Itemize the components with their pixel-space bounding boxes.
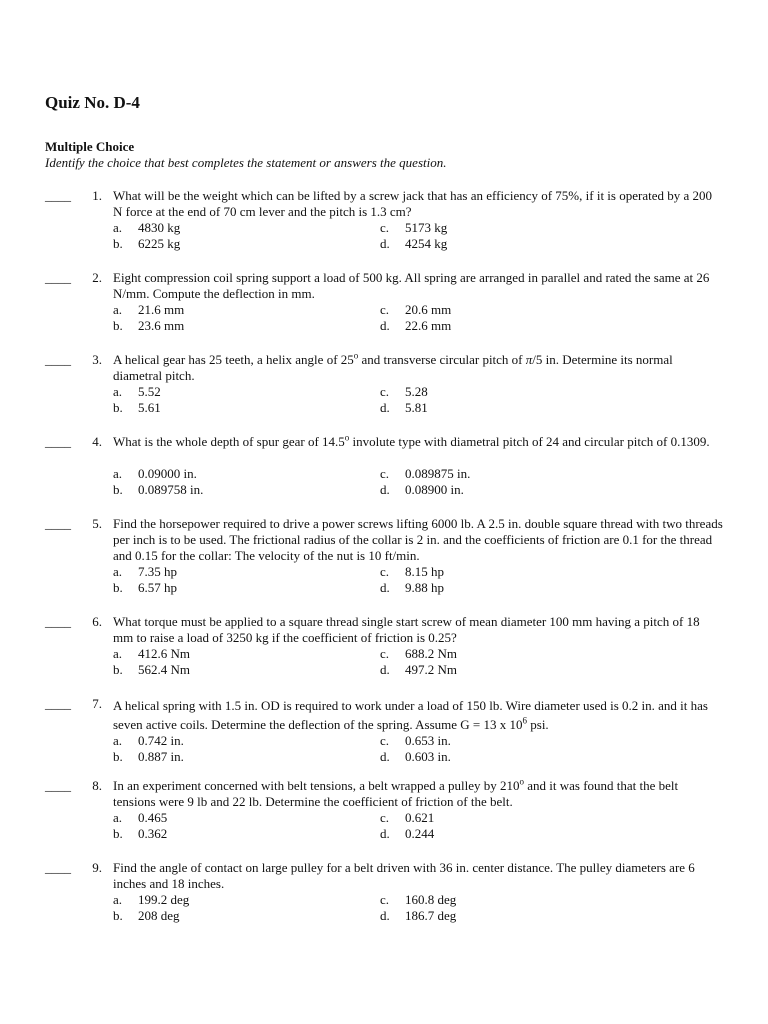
question-number: 9. [92,860,102,875]
choice-c[interactable]: c. 0.653 in. [380,733,451,748]
question-stem: A helical spring with 1.5 in. OD is required to work under a load of 150 lb. Wire diameter used is 0.2 in. and it has seven active coils. Determine the deflection of the spring. Assume G = 13 x $10^6$ psi. [113,698,708,732]
question-stem: What is the whole depth of spur gear of 14.5$^o$ involute type with diametral pitch of 24 and circular pitch of 0.1309. [113,432,710,449]
question-number: 8. [92,778,102,793]
answer-blank[interactable]: ____ [45,434,71,449]
answer-blank[interactable]: ____ [45,270,71,285]
choice-a[interactable]: a. 412.6 Nm [113,646,190,661]
section-heading: Multiple Choice [45,139,135,154]
question-stem: Find the angle of contact on large pulley for a belt driven with 36 in. center distance. The pulley diameters are 6 inches and 18 inches. [113,860,695,891]
question-9 [0,860,768,942]
choice-d[interactable]: d. 9.88 hp [380,580,444,595]
answer-blank[interactable]: ____ [45,778,71,793]
choice-a[interactable]: a. 199.2 deg [113,892,190,907]
question-stem: A helical gear has 25 teeth, a helix angle of 25$^o$ and transverse circular pitch of π/5 in. Determine its normal diametral pitch. [113,350,673,383]
choice-b[interactable]: b. 23.6 mm [113,318,185,333]
choice-a[interactable]: a. 0.742 in. [113,733,184,748]
question-stem: What torque must be applied to a square thread single start screw of mean diameter 100 mm having a pitch of 18 mm to raise a load of 3250 kg if the coefficient of friction is 0.25? [113,614,700,645]
choice-b[interactable]: b. 6.57 hp [113,580,177,595]
question-number: 5. [92,516,102,531]
choice-b[interactable]: b. 208 deg [113,908,180,923]
choice-c[interactable]: c. 5.28 [380,384,428,399]
choice-b[interactable]: b. 5.61 [113,400,161,415]
choice-c[interactable]: c. 0.621 [380,810,435,825]
choice-d[interactable]: d. 4254 kg [380,236,448,251]
choice-c[interactable]: c. 20.6 mm [380,302,452,317]
question-6 [0,614,768,696]
question-3 [0,352,768,434]
answer-blank[interactable]: ____ [45,614,71,629]
choice-d[interactable]: d. 22.6 mm [380,318,452,333]
choice-c[interactable]: c. 160.8 deg [380,892,457,907]
question-4 [0,434,768,516]
choice-b[interactable]: b. 562.4 Nm [113,662,190,677]
question-number: 7. [92,696,102,711]
choice-a[interactable]: a. 7.35 hp [113,564,177,579]
choice-d[interactable]: d. 0.244 [380,826,435,841]
choice-b[interactable]: b. 0.362 [113,826,168,841]
question-stem: Eight compression coil spring support a load of 500 kg. All spring are arranged in parallel and rated the same at 26 N/mm. Compute the deflection in mm. [113,270,710,301]
answer-blank[interactable]: ____ [45,696,71,711]
question-2 [0,270,768,352]
choice-c[interactable]: c. 5173 kg [380,220,448,235]
question-number: 3. [92,352,102,367]
choice-a[interactable]: a. 0.465 [113,810,168,825]
question-number: 6. [92,614,102,629]
choice-d[interactable]: d. 186.7 deg [380,908,457,923]
choice-c[interactable]: c. 0.089875 in. [380,466,471,481]
choice-a[interactable]: a. 4830 kg [113,220,181,235]
question-number: 4. [92,434,102,449]
question-stem: Find the horsepower required to drive a power screws lifting 6000 lb. A 2.5 in. double square thread with two threads per inch is to be used. The frictional radius of the collar is 2 in. and the coefficients of friction are 0.1 for the thread and 0.15 for the collar: The velocity of the nut is 10 ft/min. [113,516,723,563]
answer-blank[interactable]: ____ [45,860,71,875]
question-list [0,188,768,942]
question-5 [0,516,768,614]
question-8 [0,778,768,860]
choice-c[interactable]: c. 688.2 Nm [380,646,457,661]
choice-b[interactable]: b. 0.089758 in. [113,482,204,497]
answer-blank[interactable]: ____ [45,516,71,531]
question-stem: In an experiment concerned with belt tensions, a belt wrapped a pulley by 210$^o$ and it was found that the belt tensions were 9 lb and 22 lb. Determine the coefficient of friction of the belt. [113,776,679,809]
question-1 [0,188,768,270]
choice-d[interactable]: d. 0.603 in. [380,749,451,764]
choice-a[interactable]: a. 21.6 mm [113,302,185,317]
question-stem: What will be the weight which can be lifted by a screw jack that has an efficiency of 75%, if it is operated by a 200 N force at the end of 70 cm lever and the pitch is 1.3 cm? [113,188,712,219]
choice-d[interactable]: d. 497.2 Nm [380,662,457,677]
question-number: 2. [92,270,102,285]
choice-d[interactable]: d. 5.81 [380,400,428,415]
choice-a[interactable]: a. 5.52 [113,384,161,399]
answer-blank[interactable]: ____ [45,188,71,203]
answer-blank[interactable]: ____ [45,352,71,367]
choice-c[interactable]: c. 8.15 hp [380,564,444,579]
choice-a[interactable]: a. 0.09000 in. [113,466,197,481]
question-number: 1. [92,188,102,203]
choice-d[interactable]: d. 0.08900 in. [380,482,464,497]
page-title: Quiz No. D-4 [45,93,140,112]
choice-b[interactable]: b. 0.887 in. [113,749,184,764]
choice-b[interactable]: b. 6225 kg [113,236,181,251]
question-7 [0,696,768,778]
instructions: Identify the choice that best completes the statement or answers the question. [45,155,447,170]
